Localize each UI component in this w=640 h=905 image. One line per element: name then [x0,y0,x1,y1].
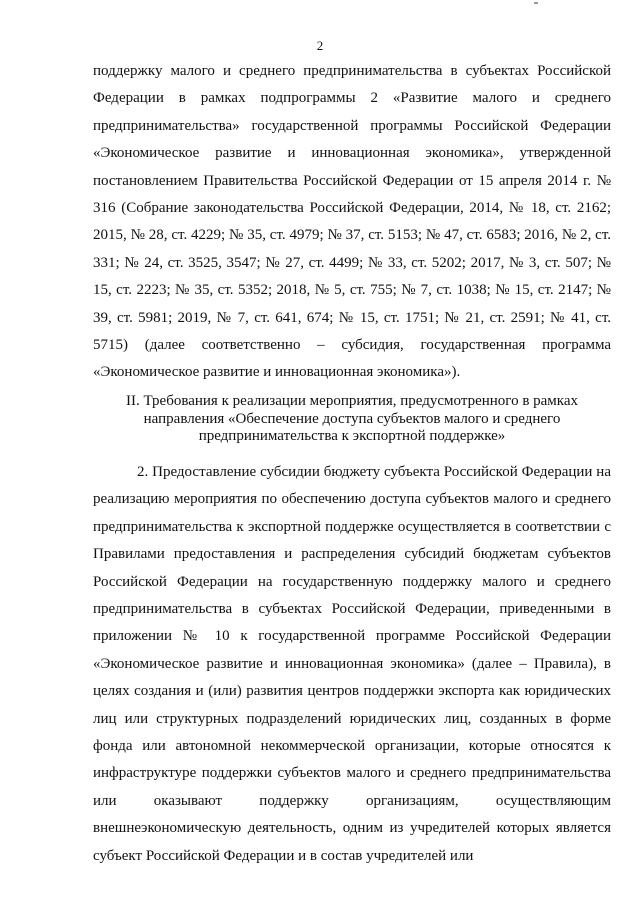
page-number: 2 [316,38,324,53]
scan-mark [534,2,538,4]
paragraph-2: 2. Предоставление субсидии бюджету субъекта Российской Федерации на реализацию мероприятия по обеспечению доступа субъектов малого и среднего предпринимательства к экспортной поддержке осуществляется в соответствии с Правилами предоставления и распределения субсидий бюджетам субъектов Российской Федерации на государственную поддержку малого и среднего предпринимательства в субъектах Российской Федерации, приведенными в приложении № 10 к государственной программе Российской Федерации «Экономическое развитие и инновационная экономика» (далее – Правила), в целях создания и (или) развития центров поддержки экспорта как юридических лиц или структурных подразделений юридических лиц, созданных в форме фонда или автономной некоммерческой организации, которые относятся к инфраструктуре поддержки субъектов малого и среднего предпринимательства или оказывают поддержку организациям, осуществляющим внешнеэкономическую деятельность, одним из учредителей которых является субъект Российской Федерации и в состав учредителей или [93,464,611,864]
section-heading: II. Требования к реализации мероприятия, предусмотренного в рамках направления «Обеспечение доступа субъектов малого и среднего предпринимательства к экспортной поддержке» [125,393,579,444]
paragraph-continuation: поддержку малого и среднего предпринимательства в субъектах Российской Федерации в рамках подпрограммы 2 «Развитие малого и среднего предпринимательства» государственной программы Российской Федерации «Экономическое развитие и инновационная экономика», утвержденной постановлением Правительства Российской Федерации от 15 апреля 2014 г. № 316 (Собрание законодательства Российской Федерации, 2014, № 18, ст. 2162; 2015, № 28, ст. 4229; № 35, ст. 4979; № 37, ст. 5153; № 47, ст. 6583; 2016, № 2, ст. 331; № 24, ст. 3525, 3547; № 27, ст. 4499; № 33, ст. 5202; 2017, № 3, ст. 507; № 15, ст. 2223; № 35, ст. 5352; 2018, № 5, ст. 755; № 7, ст. 1038; № 15, ст. 2147; № 39, ст. 5981; 2019, № 7, ст. 641, 674; № 15, ст. 1751; № 21, ст. 2591; № 41, ст. 5715) (далее соответственно – субсидия, государственная программа «Экономическое развитие и инновационная экономика»). [93,63,611,381]
